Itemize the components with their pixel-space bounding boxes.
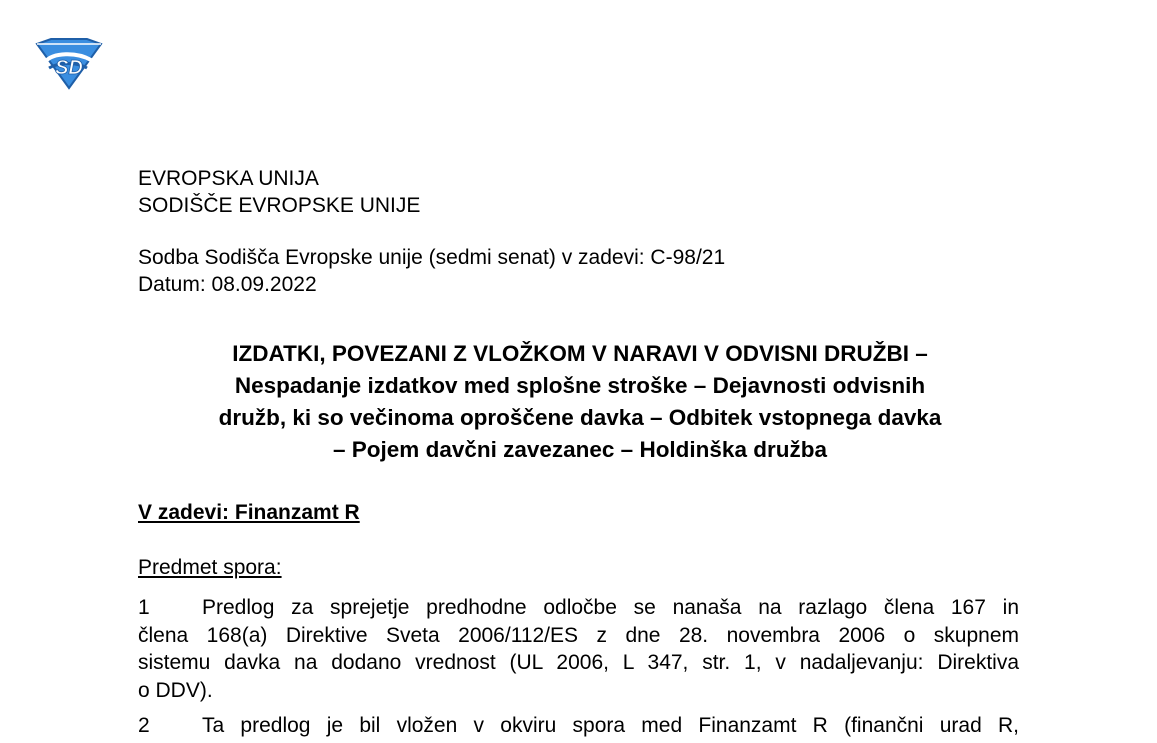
subject-heading: Predmet spora: <box>138 556 282 579</box>
court-line-1: EVROPSKA UNIJA <box>138 167 319 190</box>
party-heading: V zadevi: Finanzamt R <box>138 501 360 524</box>
paragraph-1 <box>138 594 1019 704</box>
paragraph-line: sistemu davka na dodano vrednost (UL 2006, L 347, str. 1, v nadaljevanju: Direktiva <box>138 651 1019 674</box>
paragraph-2 <box>138 712 1019 740</box>
paragraph-number: 1 <box>138 596 150 619</box>
paragraph-number: 2 <box>138 714 150 737</box>
svg-text:SD: SD <box>55 57 83 79</box>
case-info <box>138 244 725 298</box>
court-header <box>138 165 420 219</box>
judgment-line: Sodba Sodišča Evropske unije (sedmi senat) v zadevi: C-98/21 <box>138 246 726 269</box>
paragraph-line: člena 168(a) Direktive Sveta 2006/112/ES z dne 28. novembra 2006 o skupnem <box>138 623 1019 647</box>
date-line: Datum: 08.09.2022 <box>138 273 317 296</box>
paragraph-line: 2 Ta predlog je bil vložen v okviru spora med Finanzamt R (finančni urad R, <box>138 712 1019 740</box>
sd-diamond-logo-icon <box>33 38 105 90</box>
title-line: Nespadanje izdatkov med splošne stroške – Dejavnosti odvisnih <box>234 373 926 398</box>
paragraph-line: 1 Predlog za sprejetje predhodne odločbe se nanaša na razlago člena 167 in <box>138 594 1019 622</box>
court-line-2: SODIŠČE EVROPSKE UNIJE <box>138 194 421 217</box>
paragraph-line: o DDV). <box>138 678 213 702</box>
title-line: – Pojem davčni zavezanec – Holdinška družba <box>333 437 827 462</box>
document-title <box>130 338 1030 466</box>
title-line: IZDATKI, POVEZANI Z VLOŽKOM V NARAVI V ODVISNI DRUŽBI – <box>232 341 928 366</box>
title-line: družb, ki so večinoma oproščene davka – Odbitek vstopnega davka <box>218 405 942 430</box>
